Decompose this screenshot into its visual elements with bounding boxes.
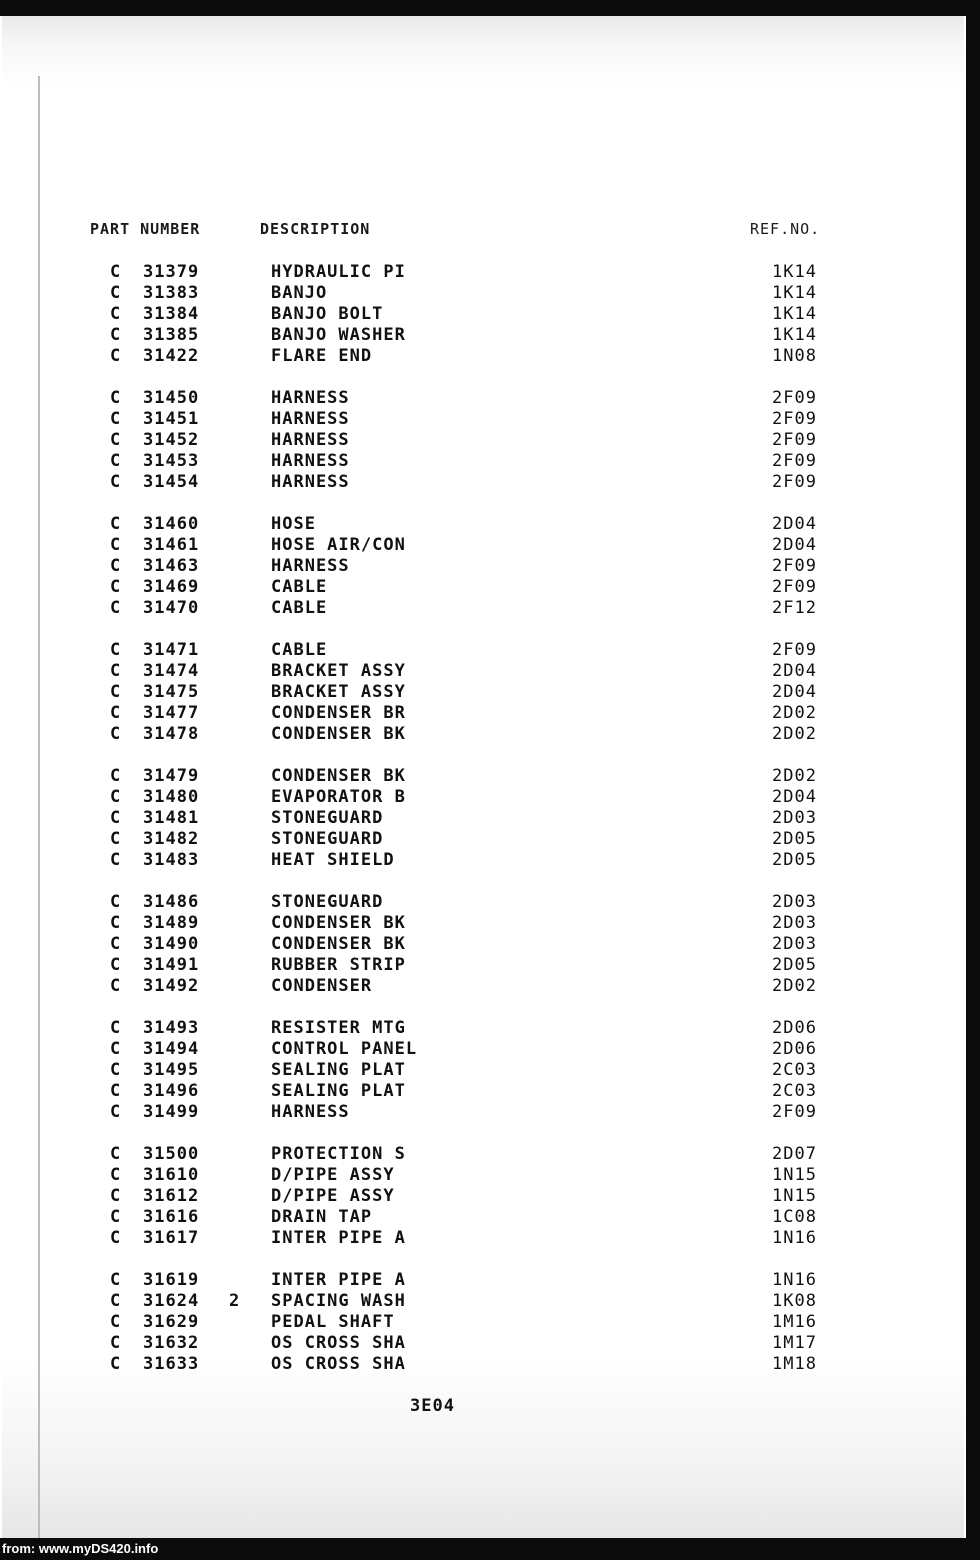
row-prefix: C [110,703,122,723]
row-part-number: 31461 [143,535,200,555]
row-ref-no: 1K08 [772,1291,817,1311]
row-prefix: C [110,514,122,534]
row-ref-no: 2D03 [772,808,817,828]
table-row [2,913,962,934]
row-description: BRACKET ASSY [271,661,406,681]
table-row [2,1144,962,1165]
row-description: SPACING WASH [271,1291,406,1311]
row-ref-no: 2D03 [772,913,817,933]
row-description: STONEGUARD [271,892,384,912]
row-ref-no: 2D04 [772,682,817,702]
row-description: DRAIN TAP [271,1207,373,1227]
row-description: CONDENSER BR [271,703,406,723]
row-prefix: C [110,1018,122,1038]
row-prefix: C [110,1102,122,1122]
table-row [2,640,962,661]
table-row [2,1354,962,1375]
row-prefix: C [110,430,122,450]
row-description: CONTROL PANEL [271,1039,418,1059]
row-part-number: 31463 [143,556,200,576]
row-part-number: 31624 [143,1291,200,1311]
row-prefix: C [110,1039,122,1059]
table-row [2,787,962,808]
row-description: EVAPORATOR B [271,787,406,807]
row-prefix: C [110,766,122,786]
row-part-number: 31384 [143,304,200,324]
row-part-number: 31453 [143,451,200,471]
row-part-number: 31471 [143,640,200,660]
source-footer: from: www.myDS420.info [2,1541,159,1556]
table-row [2,1228,962,1249]
table-row [2,262,962,283]
row-prefix: C [110,682,122,702]
table-row [2,1291,962,1312]
row-ref-no: 2F09 [772,409,817,429]
row-description: CONDENSER BK [271,913,406,933]
row-prefix: C [110,1312,122,1332]
row-ref-no: 2D02 [772,724,817,744]
row-description: D/PIPE ASSY [271,1186,395,1206]
row-ref-no: 2F12 [772,598,817,618]
row-description: BANJO WASHER [271,325,406,345]
table-row [2,934,962,955]
row-ref-no: 1K14 [772,262,817,282]
row-ref-no: 2D05 [772,955,817,975]
row-ref-no: 1M17 [772,1333,817,1353]
row-description: HYDRAULIC PI [271,262,406,282]
row-prefix: C [110,556,122,576]
row-ref-no: 2D05 [772,829,817,849]
row-prefix: C [110,1270,122,1290]
row-ref-no: 2F09 [772,388,817,408]
table-row [2,1312,962,1333]
row-prefix: C [110,661,122,681]
row-ref-no: 2D05 [772,850,817,870]
row-prefix: C [110,325,122,345]
row-ref-no: 1K14 [772,283,817,303]
table-row [2,535,962,556]
row-part-number: 31610 [143,1165,200,1185]
row-part-number: 31385 [143,325,200,345]
table-row [2,1207,962,1228]
table-row [2,1165,962,1186]
row-prefix: C [110,1291,122,1311]
row-ref-no: 1N15 [772,1186,817,1206]
row-description: BRACKET ASSY [271,682,406,702]
table-row [2,1081,962,1102]
row-description: HARNESS [271,1102,350,1122]
row-ref-no: 2D04 [772,535,817,555]
row-prefix: C [110,1081,122,1101]
row-description: BANJO BOLT [271,304,384,324]
page-code: 3E04 [410,1396,455,1416]
row-part-number: 31482 [143,829,200,849]
row-description: BANJO [271,283,328,303]
row-description: CABLE [271,598,328,618]
row-prefix: C [110,892,122,912]
table-row [2,1102,962,1123]
header-description: DESCRIPTION [260,220,371,238]
row-prefix: C [110,850,122,870]
row-prefix: C [110,724,122,744]
row-part-number: 31477 [143,703,200,723]
row-part-number: 31494 [143,1039,200,1059]
row-prefix: C [110,640,122,660]
row-part-number: 31490 [143,934,200,954]
table-row [2,283,962,304]
row-prefix: C [110,955,122,975]
row-prefix: C [110,976,122,996]
table-row [2,556,962,577]
row-description: HOSE AIR/CON [271,535,406,555]
row-ref-no: 2F09 [772,577,817,597]
table-row [2,724,962,745]
row-part-number: 31499 [143,1102,200,1122]
row-part-number: 31451 [143,409,200,429]
row-part-number: 31612 [143,1186,200,1206]
row-description: HARNESS [271,451,350,471]
row-prefix: C [110,598,122,618]
row-prefix: C [110,787,122,807]
row-prefix: C [110,1144,122,1164]
row-part-number: 31481 [143,808,200,828]
row-part-number: 31478 [143,724,200,744]
row-prefix: C [110,1186,122,1206]
row-ref-no: 1K14 [772,325,817,345]
row-part-number: 31617 [143,1228,200,1248]
row-ref-no: 2F09 [772,451,817,471]
row-description: HARNESS [271,556,350,576]
table-row [2,430,962,451]
table-row [2,955,962,976]
row-description: CABLE [271,577,328,597]
row-ref-no: 1N16 [772,1228,817,1248]
row-part-number: 31450 [143,388,200,408]
row-part-number: 31486 [143,892,200,912]
row-prefix: C [110,1354,122,1374]
table-row [2,766,962,787]
row-prefix: C [110,535,122,555]
row-description: OS CROSS SHA [271,1333,406,1353]
header-ref-no: REF.NO. [750,220,821,238]
row-part-number: 31492 [143,976,200,996]
row-description: INTER PIPE A [271,1270,406,1290]
row-prefix: C [110,472,122,492]
row-ref-no: 1K14 [772,304,817,324]
row-description: CONDENSER BK [271,724,406,744]
row-description: PEDAL SHAFT [271,1312,395,1332]
row-part-number: 31469 [143,577,200,597]
row-description: FLARE END [271,346,373,366]
row-prefix: C [110,451,122,471]
row-description: D/PIPE ASSY [271,1165,395,1185]
row-description: HARNESS [271,388,350,408]
row-description: HARNESS [271,409,350,429]
row-prefix: C [110,808,122,828]
row-part-number: 31474 [143,661,200,681]
row-part-number: 31483 [143,850,200,870]
row-ref-no: 2D02 [772,976,817,996]
row-part-number: 31495 [143,1060,200,1080]
row-description: STONEGUARD [271,808,384,828]
row-ref-no: 1N15 [772,1165,817,1185]
row-part-number: 31493 [143,1018,200,1038]
row-ref-no: 2D03 [772,934,817,954]
row-description: CONDENSER BK [271,934,406,954]
row-description: HARNESS [271,472,350,492]
row-part-number: 31470 [143,598,200,618]
row-ref-no: 2D06 [772,1018,817,1038]
row-prefix: C [110,829,122,849]
row-prefix: C [110,913,122,933]
row-part-number: 31633 [143,1354,200,1374]
table-row [2,514,962,535]
row-prefix: C [110,304,122,324]
header-part-number: PART NUMBER [90,220,201,238]
row-part-number: 31500 [143,1144,200,1164]
row-part-number: 31422 [143,346,200,366]
row-ref-no: 2F09 [772,640,817,660]
row-description: STONEGUARD [271,829,384,849]
row-prefix: C [110,283,122,303]
row-ref-no: 2D02 [772,766,817,786]
scan-border-right [966,0,980,1560]
row-description: CABLE [271,640,328,660]
table-row [2,829,962,850]
table-row [2,1186,962,1207]
table-row [2,1018,962,1039]
row-part-number: 31632 [143,1333,200,1353]
row-description: RUBBER STRIP [271,955,406,975]
row-description: SEALING PLAT [271,1060,406,1080]
table-row [2,703,962,724]
row-ref-no: 2D07 [772,1144,817,1164]
row-prefix: C [110,1060,122,1080]
table-row [2,808,962,829]
table-row [2,1039,962,1060]
row-description: INTER PIPE A [271,1228,406,1248]
row-prefix: C [110,409,122,429]
row-prefix: C [110,1228,122,1248]
row-description: PROTECTION S [271,1144,406,1164]
row-ref-no: 2D02 [772,703,817,723]
row-part-number: 31480 [143,787,200,807]
row-prefix: C [110,577,122,597]
row-ref-no: 1M18 [772,1354,817,1374]
row-part-number: 31383 [143,283,200,303]
row-description: HARNESS [271,430,350,450]
row-prefix: C [110,1333,122,1353]
table-row [2,451,962,472]
table-row [2,1333,962,1354]
table-row [2,388,962,409]
row-prefix: C [110,346,122,366]
row-part-number: 31460 [143,514,200,534]
row-ref-no: 1C08 [772,1207,817,1227]
table-row [2,892,962,913]
parts-list [2,262,962,1375]
row-ref-no: 2D04 [772,787,817,807]
row-ref-no: 2D04 [772,661,817,681]
table-row [2,304,962,325]
row-quantity: 2 [229,1291,241,1311]
row-prefix: C [110,1165,122,1185]
row-part-number: 31475 [143,682,200,702]
document-page [2,16,964,1538]
table-row [2,598,962,619]
row-ref-no: 2F09 [772,472,817,492]
row-part-number: 31619 [143,1270,200,1290]
row-part-number: 31379 [143,262,200,282]
table-row [2,577,962,598]
row-part-number: 31479 [143,766,200,786]
row-ref-no: 2D06 [772,1039,817,1059]
row-part-number: 31454 [143,472,200,492]
row-ref-no: 2F09 [772,430,817,450]
row-part-number: 31491 [143,955,200,975]
table-row [2,346,962,367]
row-prefix: C [110,934,122,954]
row-description: HEAT SHIELD [271,850,395,870]
row-ref-no: 1M16 [772,1312,817,1332]
table-row [2,325,962,346]
scan-border-top [0,0,980,16]
row-description: SEALING PLAT [271,1081,406,1101]
table-row [2,472,962,493]
row-part-number: 31616 [143,1207,200,1227]
row-part-number: 31629 [143,1312,200,1332]
row-ref-no: 2D03 [772,892,817,912]
row-prefix: C [110,1207,122,1227]
row-ref-no: 2F09 [772,1102,817,1122]
row-part-number: 31452 [143,430,200,450]
row-prefix: C [110,388,122,408]
table-row [2,850,962,871]
row-prefix: C [110,262,122,282]
row-description: CONDENSER [271,976,373,996]
row-description: CONDENSER BK [271,766,406,786]
row-description: OS CROSS SHA [271,1354,406,1374]
row-ref-no: 1N08 [772,346,817,366]
row-ref-no: 2D04 [772,514,817,534]
table-row [2,1270,962,1291]
row-ref-no: 2C03 [772,1060,817,1080]
row-description: RESISTER MTG [271,1018,406,1038]
row-ref-no: 1N16 [772,1270,817,1290]
table-row [2,661,962,682]
row-ref-no: 2F09 [772,556,817,576]
row-description: HOSE [271,514,316,534]
table-row [2,682,962,703]
row-ref-no: 2C03 [772,1081,817,1101]
row-part-number: 31496 [143,1081,200,1101]
table-row [2,976,962,997]
table-row [2,1060,962,1081]
table-row [2,409,962,430]
row-part-number: 31489 [143,913,200,933]
